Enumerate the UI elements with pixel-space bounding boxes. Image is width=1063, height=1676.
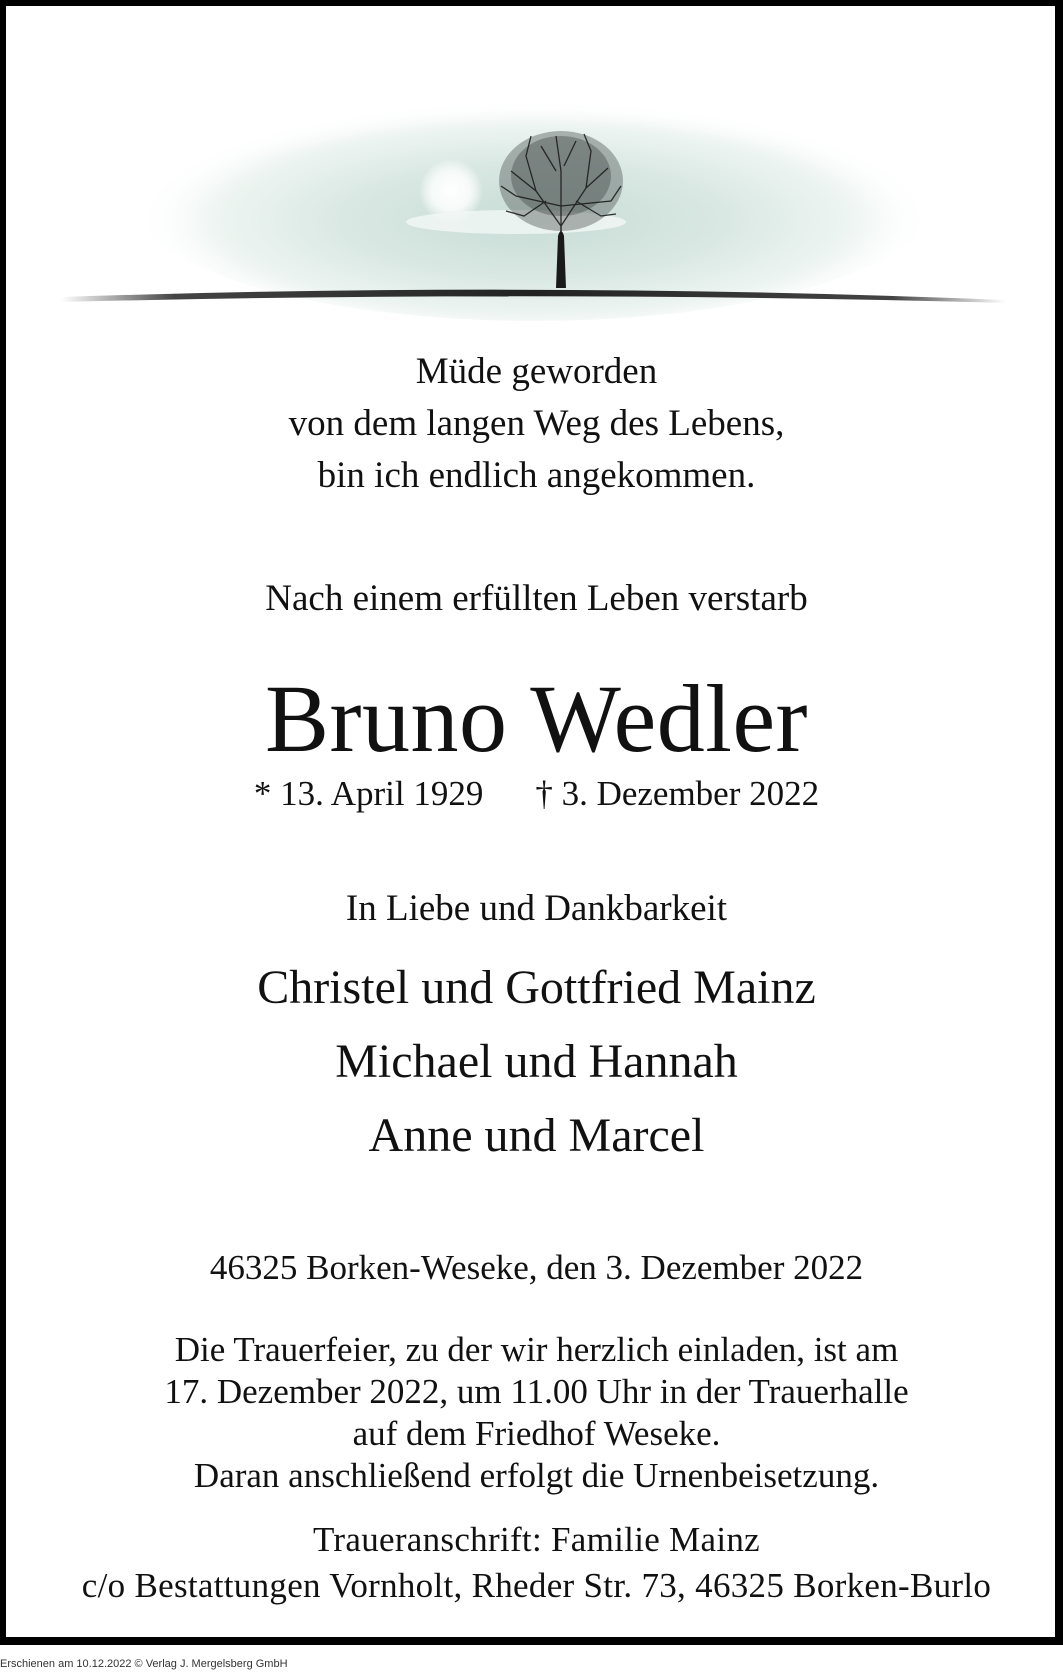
ceremony-info xyxy=(12,1329,1061,1497)
address-line: c/o Bestattungen Vornholt, Rheder Str. 73, 46325 Borken-Burlo xyxy=(81,1566,992,1605)
poem xyxy=(12,346,1061,502)
mourners-list xyxy=(12,951,1061,1173)
death-date: † 3. Dezember 2022 xyxy=(535,774,820,813)
poem-line: bin ich endlich angekommen. xyxy=(317,455,756,496)
tree-landscape-icon xyxy=(56,76,1011,336)
mourner-line: Michael und Hannah xyxy=(335,1035,738,1088)
gratitude-text: In Liebe und Dankbarkeit xyxy=(345,888,728,929)
ceremony-line: Die Trauerfeier, zu der wir herzlich einladen, ist am xyxy=(174,1330,899,1369)
intro-text: Nach einem erfüllten Leben verstarb xyxy=(265,578,808,619)
publication-footer: Erschienen am 10.12.2022 © Verlag J. Mergelsberg GmbH xyxy=(0,1658,288,1670)
life-dates xyxy=(12,769,1061,819)
place-date: 46325 Borken-Weseke, den 3. Dezember 2022 xyxy=(209,1248,864,1287)
mourner-line: Anne und Marcel xyxy=(368,1109,705,1162)
deceased-name: Bruno Wedler xyxy=(264,665,809,772)
mourning-address xyxy=(12,1517,1061,1609)
birth-date: * 13. April 1929 xyxy=(253,774,484,813)
mourner-line: Christel und Gottfried Mainz xyxy=(257,961,816,1014)
ceremony-line: 17. Dezember 2022, um 11.00 Uhr in der Trauerhalle xyxy=(164,1372,909,1411)
ceremony-line: auf dem Friedhof Weseke. xyxy=(352,1414,721,1453)
poem-line: Müde geworden xyxy=(415,351,658,392)
ceremony-line: Daran anschließend erfolgt die Urnenbeisetzung. xyxy=(193,1456,880,1495)
address-line: Traueranschrift: Familie Mainz xyxy=(312,1520,761,1559)
poem-line: von dem langen Weg des Lebens, xyxy=(288,403,785,444)
